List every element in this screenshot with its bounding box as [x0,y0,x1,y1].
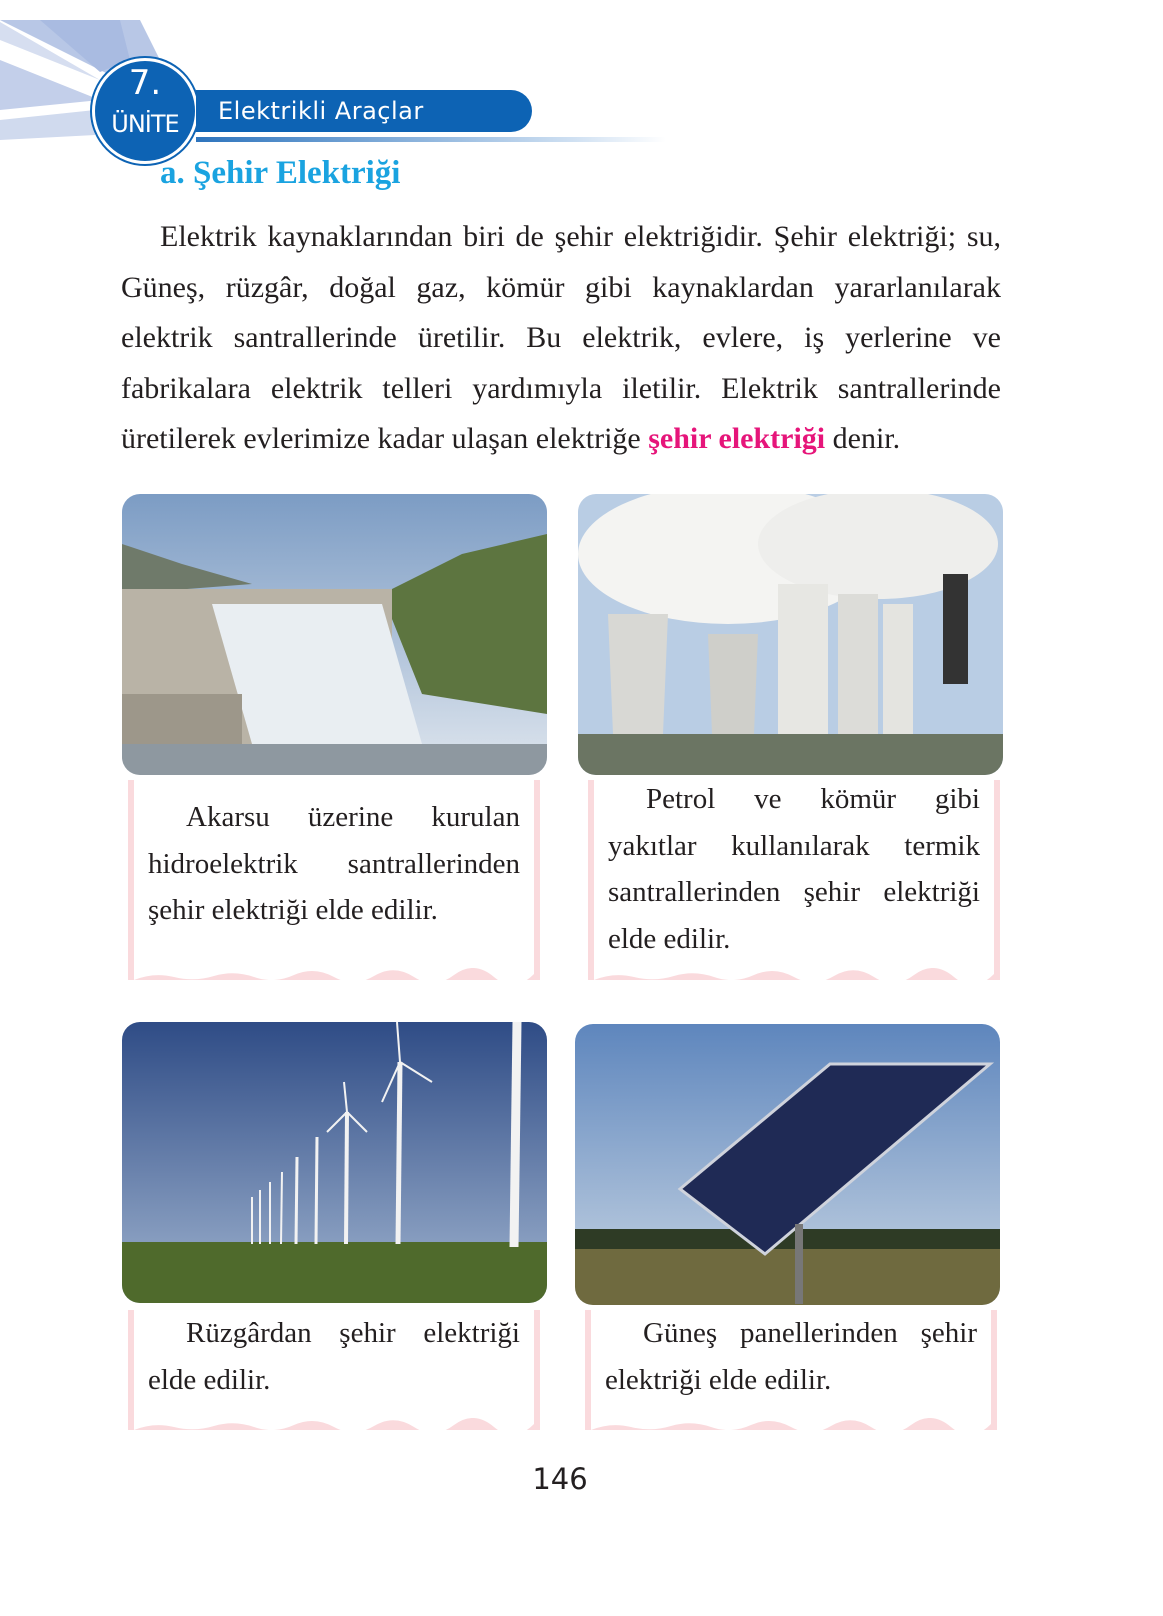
intro-paragraph [121,212,1001,465]
caption-thermal [588,780,1000,980]
intro-text-end: denir. [825,422,901,456]
caption-text: Akarsu üzerine kurulan hidroelektrik santrallerinden şehir elektriği elde edilir. [148,801,520,926]
banner-underline [196,137,666,142]
thermal-plant-photo [578,494,1003,775]
unit-number: 7. [128,63,162,103]
wave-border [134,1418,534,1430]
hydroelectric-dam-photo [122,494,547,775]
caption-text: Rüzgârdan şehir elektriği elde edilir. [148,1317,520,1396]
page-number: 146 [532,1462,588,1496]
highlight-term: şehir elektriği [648,422,826,456]
wind-turbines-photo [122,1022,547,1303]
unit-label: ÜNİTE [111,110,179,138]
solar-panel-photo [575,1024,1000,1305]
caption-solar [585,1310,997,1430]
caption-text: Petrol ve kömür gibi yakıtlar kullanılarak termik santrallerinden şehir elektriği elde edilir. [608,783,980,955]
wave-border [591,1418,991,1430]
unit-badge [92,58,198,164]
caption-text: Güneş panellerinden şehir elektriği elde edilir. [605,1317,977,1396]
intro-text: Elektrik kaynaklarından biri de şehir elektriğidir. Şehir elektriği; su, Güneş, rüzgâr, doğal gaz, kömür gibi kaynaklardan yararlanılarak elektrik santrallerinde üretilir. Bu elektrik, evlere, iş yerlerine ve fabrikalara elektrik telleri yardımıyla iletilir. Elektrik santrallerinde üretilerek evlerimize kadar ulaşan elektriğe [121,220,1001,456]
caption-wind [128,1310,540,1430]
wave-border [134,968,534,980]
unit-title: Elektrikli Araçlar [196,90,532,132]
caption-hydroelectric [128,780,540,980]
section-title: a. Şehir Elektriği [160,155,401,191]
wave-border [594,968,994,980]
